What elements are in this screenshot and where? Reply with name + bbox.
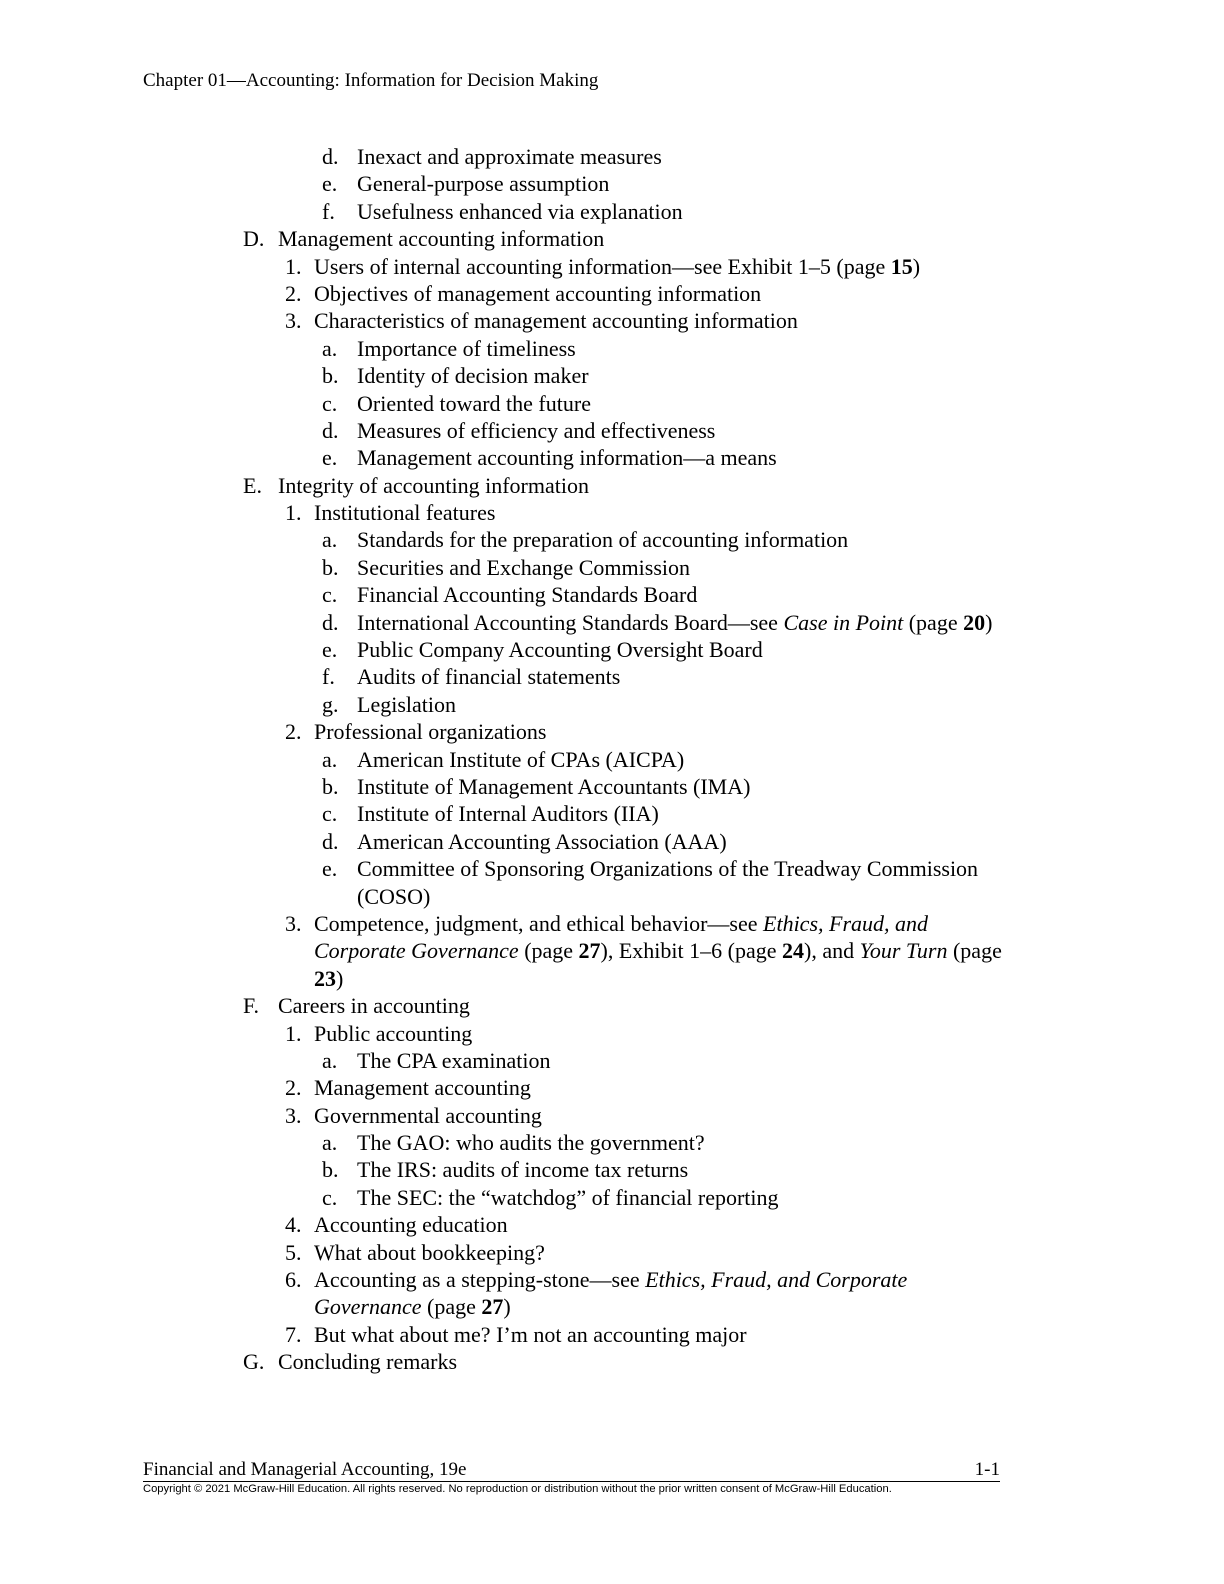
outline-item: 7. But what about me? I’m not an accounting major (285, 1321, 747, 1347)
outline-item: f. Audits of financial statements (322, 664, 621, 690)
outline-item: 6. Accounting as a stepping-stone—see Ethics, Fraud, and Corporate (285, 1267, 908, 1293)
copyright-notice: Copyright © 2021 McGraw-Hill Education. All rights reserved. No reproduction or distribution without the prior written consent of McGraw-Hill Education. (143, 1483, 892, 1495)
outline-section: G. Concluding remarks (243, 1349, 458, 1375)
outline-item: 1. Public accounting (285, 1020, 473, 1046)
outline-item: b. Institute of Management Accountants (IMA) (322, 773, 751, 799)
outline-item: 3. Governmental accounting (285, 1102, 542, 1128)
outline-item: 1. Users of internal accounting information—see Exhibit 1–5 (page 15) (285, 253, 921, 279)
outline-item: b. Securities and Exchange Commission (322, 554, 690, 580)
outline-item-continued: (COSO) (357, 883, 431, 909)
outline-item: c. Oriented toward the future (322, 390, 591, 416)
outline-item: d. American Accounting Association (AAA) (322, 828, 727, 854)
outline-item-continued: 23) (314, 965, 344, 991)
outline-item-continued: Governance (page 27) (314, 1294, 511, 1320)
outline-item: c. Institute of Internal Auditors (IIA) (322, 801, 659, 827)
outline-item: e. Public Company Accounting Oversight Board (322, 637, 763, 663)
outline-item: e. General-purpose assumption (322, 171, 610, 197)
outline-item: 2. Objectives of management accounting information (285, 280, 762, 306)
outline-item: a. Importance of timeliness (322, 335, 576, 361)
outline-item: b. The IRS: audits of income tax returns (322, 1157, 689, 1183)
outline-item: e. Management accounting information—a means (322, 445, 777, 471)
outline-item: b. Identity of decision maker (322, 363, 589, 389)
chapter-outline (0, 143, 1224, 1376)
outline-item: a. The GAO: who audits the government? (322, 1130, 705, 1156)
outline-item: a. American Institute of CPAs (AICPA) (322, 746, 685, 772)
outline-section: F. Careers in accounting (243, 993, 470, 1019)
outline-item: 2. Professional organizations (285, 719, 547, 745)
outline-item: 5. What about bookkeeping? (285, 1239, 545, 1265)
outline-item: d. Inexact and approximate measures (322, 144, 662, 169)
outline-item-continued: Corporate Governance (page 27), Exhibit 1–6 (page 24), and Your Turn (page (314, 938, 1002, 964)
outline-item: e. Committee of Sponsoring Organizations of the Treadway Commission (322, 856, 979, 882)
outline-item: 3. Competence, judgment, and ethical behavior—see Ethics, Fraud, and (285, 910, 929, 936)
page-number: 1-1 (974, 1459, 1000, 1480)
page-footer (143, 1459, 1000, 1482)
outline-item: 4. Accounting education (285, 1212, 508, 1238)
running-header: Chapter 01—Accounting: Information for Decision Making (143, 70, 599, 91)
outline-item: g. Legislation (322, 691, 456, 717)
outline-item: a. Standards for the preparation of accounting information (322, 527, 849, 553)
footer-book-title: Financial and Managerial Accounting, 19e (143, 1459, 467, 1480)
outline-item: 3. Characteristics of management accounting information (285, 308, 798, 334)
outline-item: d. Measures of efficiency and effectiveness (322, 417, 716, 443)
outline-item: c. Financial Accounting Standards Board (322, 582, 698, 608)
outline-item: d. International Accounting Standards Board—see Case in Point (page 20) (322, 609, 993, 635)
outline-section: D. Management accounting information (243, 226, 605, 252)
outline-item: f. Usefulness enhanced via explanation (322, 198, 683, 224)
outline-item: a. The CPA examination (322, 1047, 551, 1073)
outline-item: c. The SEC: the “watchdog” of financial reporting (322, 1184, 779, 1210)
outline-section: E. Integrity of accounting information (243, 472, 589, 498)
outline-item: 1. Institutional features (285, 500, 496, 526)
outline-item: 2. Management accounting (285, 1075, 531, 1101)
